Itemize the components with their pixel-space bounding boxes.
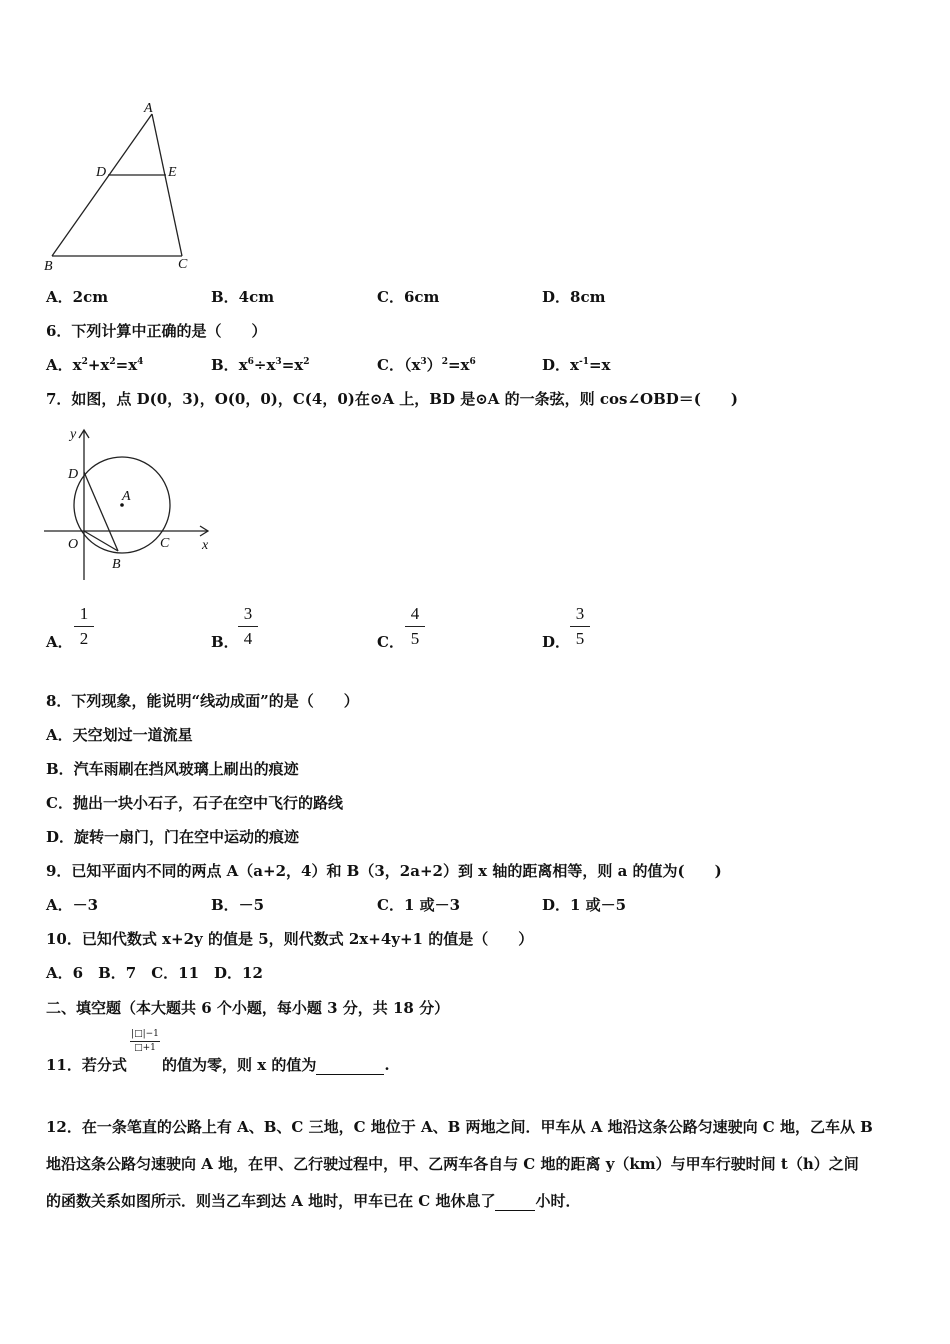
q7-option-c-numerator: 4	[410, 604, 420, 623]
q11-prefix: 11．若分式	[46, 1056, 127, 1074]
q10-stem: 10．已知代数式 x+2y 的值是 5，则代数式 2x+4y+1 的值是（ ）	[46, 930, 534, 948]
q6-option-d-label: D．	[542, 356, 571, 374]
label-x: x	[202, 538, 209, 553]
q8-option-d: D．旋转一扇门，门在空中运动的痕迹	[46, 828, 300, 846]
q11-suffix	[162, 1054, 390, 1075]
label-c: C	[178, 257, 188, 272]
q6-option-a-expr: x	[72, 356, 82, 374]
q6-option-b-label: B．	[211, 356, 239, 374]
triangle-figure	[40, 100, 200, 275]
q7-option-c-label: C．	[377, 633, 404, 651]
q8-option-c: C．抛出一块小石子，石子在空中飞行的路线	[46, 794, 343, 812]
label-e: E	[168, 165, 177, 180]
q12-line-3	[46, 1190, 580, 1211]
label-a: A	[144, 101, 153, 116]
q6-option-d: D．$x^{-1}=x$	[542, 356, 611, 374]
q7-option-b-fraction	[238, 604, 258, 649]
label-b: B	[112, 557, 121, 572]
q6-option-c-expr: （x	[403, 356, 421, 374]
side-ac	[152, 114, 182, 256]
q6-option-b-expr: x	[238, 356, 248, 374]
q11-end: .	[384, 1056, 390, 1074]
q12-line-3-text: 的函数关系如图所示．则当乙车到达 A 地时，甲车已在 C 地休息了	[46, 1192, 496, 1210]
q9-option-b: B．－5	[211, 896, 265, 914]
q12-answer-blank[interactable]	[495, 1192, 535, 1211]
q7-option-d-label: D．	[542, 633, 571, 651]
q6-option-b: B．$x^6\div x^3=x^2$	[211, 356, 310, 374]
q12-line-3-end: 小时．	[535, 1192, 581, 1210]
q8-option-b: B．汽车雨刷在挡风玻璃上刷出的痕迹	[46, 760, 299, 778]
q6-stem: 6．下列计算中正确的是（ ）	[46, 322, 267, 340]
q6-option-a-label: A．	[46, 356, 73, 374]
q7-option-a-numerator: 1	[79, 604, 89, 623]
q8-stem: 8．下列现象，能说明“线动成面”的是（ ）	[46, 692, 359, 710]
q12-line-2: 地沿这条公路匀速驶向 A 地，在甲、乙行驶过程中，甲、乙两车各自与 C 地的距离 y（km）与甲车行驶时间 t（h）之间	[46, 1155, 859, 1173]
q9-option-a: A．－3	[46, 896, 99, 914]
q11-fraction	[130, 1029, 160, 1054]
q5-option-c: C．6cm	[377, 288, 440, 306]
q10-options: A．6 B．7 C．11 D．12	[46, 964, 263, 982]
label-y: y	[70, 427, 77, 442]
q6-option-c: C．$(x^3)^2=x^6$	[377, 356, 476, 374]
q11-suffix-text: 的值为零，则 x 的值为	[162, 1056, 317, 1074]
q9-stem: 9．已知平面内不同的两点 A（a+2，4）和 B（3，2a+2）到 x 轴的距离相等，则 a 的值为( )	[46, 862, 722, 880]
q6-option-d-expr: x	[570, 356, 579, 374]
q7-option-a-denominator: 2	[79, 629, 89, 648]
q6-option-a: A．$x^2+x^2=x^4$	[46, 356, 144, 374]
q11-answer-blank[interactable]	[316, 1056, 384, 1075]
q11-fraction-denominator: □+1	[134, 1043, 156, 1053]
q7-option-d-fraction	[570, 604, 590, 649]
q7-option-d-denominator: 5	[575, 629, 585, 648]
q9-option-c: C．1 或－3	[377, 896, 461, 914]
q11-fraction-numerator: |□|−1	[131, 1029, 159, 1039]
section-heading: 二、填空题（本大题共 6 个小题，每小题 3 分，共 18 分）	[46, 999, 450, 1017]
label-c: C	[160, 536, 170, 551]
q7-option-d-numerator: 3	[575, 604, 585, 623]
label-a: A	[122, 489, 131, 504]
q6-option-c-label: C．	[377, 356, 404, 374]
label-o: O	[68, 537, 79, 552]
q8-option-a: A．天空划过一道流星	[46, 726, 193, 744]
q12-line-1: 12．在一条笔直的公路上有 A、B、C 三地，C 地位于 A、B 两地之间．甲车从 A 地沿这条公路匀速驶向 C 地，乙车从 B	[46, 1118, 873, 1136]
q7-option-c-denominator: 5	[410, 629, 420, 648]
q7-option-b-numerator: 3	[243, 604, 253, 623]
q7-option-b-denominator: 4	[243, 629, 253, 648]
circle-figure	[40, 420, 220, 580]
q7-option-c-fraction	[405, 604, 425, 649]
side-ab	[52, 114, 152, 256]
q5-option-b: B．4cm	[211, 288, 275, 306]
q9-option-d: D．1 或－5	[542, 896, 627, 914]
label-d: D	[68, 467, 79, 482]
label-b: B	[44, 259, 53, 274]
q7-option-b-label: B．	[211, 633, 239, 651]
q7-option-a-fraction	[74, 604, 94, 649]
q7-option-a-label: A．	[46, 633, 73, 651]
q5-option-a: A．2cm	[46, 288, 109, 306]
q7-stem: 7．如图，点 D(0，3)，O(0，0)，C(4，0)在⊙A 上，BD 是⊙A 的一条弦，则 cos∠OBD＝( )	[46, 390, 738, 408]
label-d: D	[96, 165, 107, 180]
q5-option-d: D．8cm	[542, 288, 606, 306]
